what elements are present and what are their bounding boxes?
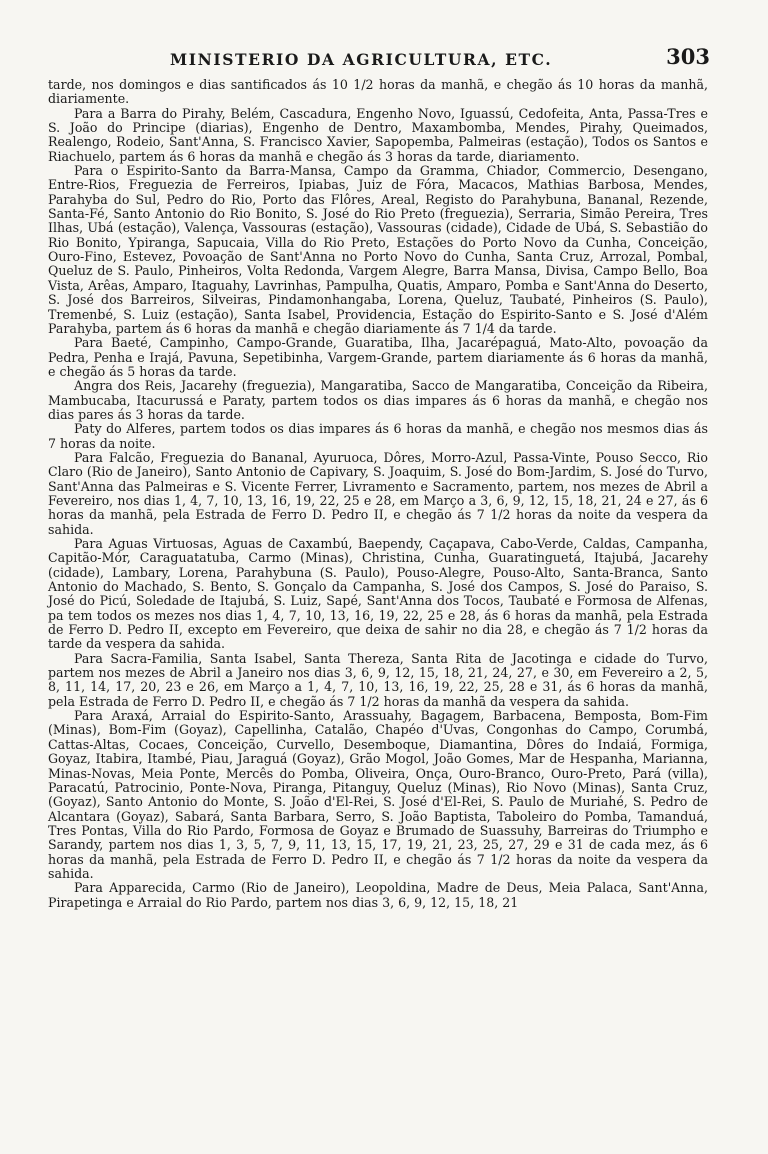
page-number: 303 (666, 44, 710, 69)
paragraph-continuation: tarde, nos domingos e dias santificados ás 10 1/2 horas da manhã, e chegão ás 10 horas da manhã, diariamente. (48, 77, 708, 107)
paragraph-aguas-virtuosas: Para Aguas Virtuosas, Aguas de Caxambú, Baependy, Caçapava, Cabo-Verde, Caldas, Campanha, Capitão-Mór, Caraguatatuba, Carmo (Minas), Christina, Cunha, Guaratinguetá, Itajubá, Jacarehy (cidade), Lambary, Lorena, Parahybuna (S. Paulo), Pouso-Alegre, Pouso-Alto, Santa-Branca, Santo Antonio do Machado, S. Bento, S. Gonçalo da Campanha, S. José dos Campos, S. José do Paraiso, S. José do Picú, Soledade de Itajubá, S. Luiz, Sapé, Sant'Anna dos Tocos, Taubaté e Formosa de Alfenas, pa tem todos os mezes nos dias 1, 4, 7, 10, 13, 16, 19, 22, 25 e 28, ás 6 horas da manhã, pela Estrada de Ferro D. Pedro II, excepto em Fevereiro, que deixa de sahir no dia 28, e chegão ás 7 1/2 horas da tarde da vespera da sahida. (48, 536, 708, 652)
paragraph-baete: Para Baeté, Campinho, Campo-Grande, Guaratiba, Ilha, Jacarépaguá, Mato-Alto, povoação da Pedra, Penha e Irajá, Pavuna, Sepetibinha, Vargem-Grande, partem diariamente ás 6 horas da manhã, e chegão ás 5 horas da tarde. (48, 335, 708, 379)
paragraph-apparecida: Para Apparecida, Carmo (Rio de Janeiro), Leopoldina, Madre de Deus, Meia Palaca, Sant'Anna, Pirapetinga e Arraial do Rio Pardo, partem nos dias 3, 6, 9, 12, 15, 18, 21 (48, 880, 708, 910)
paragraph-sacra-familia: Para Sacra-Familia, Santa Isabel, Santa Thereza, Santa Rita de Jacotinga e cidade do Turvo, partem nos mezes de Abril a Janeiro nos dias 3, 6, 9, 12, 15, 18, 21, 24, 27, e 30, em Fevereiro a 2, 5, 8, 11, 14, 17, 20, 23 e 26, em Março a 1, 4, 7, 10, 13, 16, 19, 22, 25, 28 e 31, ás 6 horas da manhã, pela Estrada de Ferro D. Pedro II, e chegão ás 7 1/2 horas da manhã da vespera da sahida. (48, 650, 708, 709)
page-header (48, 44, 712, 74)
paragraph-araxa: Para Araxá, Arraial do Espirito-Santo, Arassuahy, Bagagem, Barbacena, Bemposta, Bom-Fim (Minas), Bom-Fim (Goyaz), Capellinha, Catalão, Chapéo d'Uvas, Congonhas do Campo, Corumbá, Cattas-Altas, Cocaes, Conceição, Curvello, Desemboque, Diamantina, Dôres do Indaiá, Formiga, Goyaz, Itabira, Itambé, Piau, Jaraguá (Goyaz), Grão Mogol, João Gomes, Mar de Hespanha, Marianna, Minas-Novas, Meia Ponte, Mercês do Pomba, Oliveira, Onça, Ouro-Branco, Ouro-Preto, Pará (villa), Paracatú, Patrocinio, Ponte-Nova, Piranga, Pitanguy, Queluz (Minas), Rio Novo (Minas), Santa Cruz, (Goyaz), Santo Antonio do Monte, S. João d'El-Rei, S. José d'El-Rei, S. Paulo de Muriahé, S. Pedro de Alcantara (Goyaz), Sabará, Santa Barbara, Serro, S. João Baptista, Taboleiro do Pomba, Tamanduá, Tres Pontas, Villa do Rio Pardo, Formosa de Goyaz e Brumado de Suassuhy, Barreiras do Triumpho e Sarandy, partem nos dias 1, 3, 5, 7, 9, 11, 13, 15, 17, 19, 21, 23, 25, 27, 29 e 31 de cada mez, ás 6 horas da manhã, pela Estrada de Ferro D. Pedro II, e chegão ás 7 1/2 horas da noite da vespera da sahida. (48, 708, 708, 881)
paragraph-paty-do-alferes: Paty do Alferes, partem todos os dias impares ás 6 horas da manhã, e chegão nos mesmos dias ás 7 horas da noite. (48, 421, 708, 451)
paragraph-falcao: Para Falcão, Freguezia do Bananal, Ayuruoca, Dôres, Morro-Azul, Passa-Vinte, Pouso Secco, Rio Claro (Rio de Janeiro), Santo Antonio de Capivary, S. Joaquim, S. José do Bom-Jardim, S. José do Turvo, Sant'Anna das Palmeiras e S. Vicente Ferrer, Livramento e Sacramento, partem, nos mezes de Abril a Fevereiro, nos dias 1, 4, 7, 10, 13, 16, 19, 22, 25 e 28, em Março a 3, 6, 9, 12, 15, 18, 21, 24 e 27, ás 6 horas da manhã, pela Estrada de Ferro D. Pedro II, e chegão ás 7 1/2 horas da noite da vespera da sahida. (48, 449, 708, 537)
paragraph-barra-do-pirahy: Para a Barra do Pirahy, Belém, Cascadura, Engenho Novo, Iguassú, Cedofeita, Anta, Passa-Tres e S. João do Principe (diarias), Engenho de Dentro, Maxambomba, Mendes, Pirahy, Queimados, Realengo, Rodeio, Sant'Anna, S. Francisco Xavier, Sapopemba, Palmeiras (estação), Todos os Santos e Riachuelo, partem ás 6 horas da manhã e chegão ás 3 horas da tarde, diariamento. (48, 105, 708, 164)
paragraph-angra-dos-reis: Angra dos Reis, Jacarehy (freguezia), Mangaratiba, Sacco de Mangaratiba, Conceição da Ribeira, Mambucaba, Itacurussá e Paraty, partem todos os dias impares ás 6 horas da manhã, e chegão nos dias pares ás 3 horas da tarde. (48, 378, 708, 422)
paragraph-espirito-santo: Para o Espirito-Santo da Barra-Mansa, Campo da Gramma, Chiador, Commercio, Desengano, Entre-Rios, Freguezia de Ferreiros, Ipiabas, Juiz de Fóra, Macacos, Mathias Barbosa, Mendes, Parahyba do Sul, Pedro do Rio, Porto das Flôres, Areal, Registo do Parahybuna, Bananal, Rezende, Santa-Fé, Santo Antonio do Rio Bonito, S. José do Rio Preto (freguezia), Serraria, Simão Pereira, Tres Ilhas, Ubá (estação), Valença, Vassouras (estação), Vassouras (cidade), Cidade de Ubá, S. Sebastião do Rio Bonito, Ypiranga, Sapucaia, Villa do Rio Preto, Estações do Porto Novo da Cunha, Conceição, Ouro-Fino, Estevez, Povoação de Sant'Anna no Porto Novo do Cunha, Santa Cruz, Arrozal, Pombal, Queluz de S. Paulo, Pinheiros, Volta Redonda, Vargem Alegre, Barra Mansa, Divisa, Campo Bello, Boa Vista, Arêas, Amparo, Itaguahy, Lavrinhas, Pampulha, Quatis, Amparo, Pomba e Sant'Anna do Deserto, S. José dos Barreiros, Silveiras, Pindamonhangaba, Lorena, Queluz, Taubaté, Pinheiros (S. Paulo), Tremenbé, S. Luiz (estação), Santa Isabel, Providencia, Estação do Espirito-Santo e S. José d'Além Parahyba, partem ás 6 horas da manhã e chegão diariamente ás 7 1/4 da tarde. (48, 163, 708, 336)
body-text (48, 78, 708, 910)
running-title: MINISTERIO DA AGRICULTURA, ETC. (170, 50, 553, 69)
